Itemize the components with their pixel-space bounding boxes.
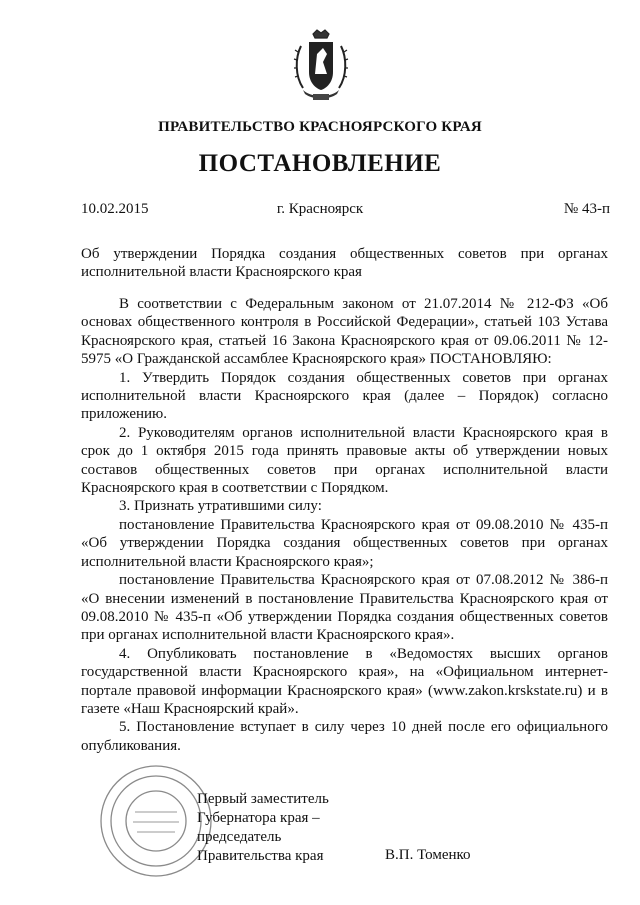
signatory-title: [197, 790, 329, 866]
document-number: № 43-п: [563, 201, 610, 217]
item-3-paragraph: 3. Признать утратившими силу:: [119, 498, 322, 515]
signatory-line: Правительства края: [197, 848, 324, 864]
signatory-line: председатель: [197, 829, 282, 845]
document-body: [81, 295, 608, 755]
document-date: 10.02.2015: [81, 201, 149, 217]
organization-title: ПРАВИТЕЛЬСТВО КРАСНОЯРСКОГО КРАЯ: [158, 119, 482, 135]
item-5-paragraph: 5. Постановление вступает в силу через 10 дней после его официального опубликования.: [81, 719, 608, 754]
signatory-line: Первый заместитель: [197, 791, 329, 807]
document-place: г. Красноярск: [276, 201, 364, 217]
repealed-act-2: постановление Правительства Красноярского края от 07.08.2012 № 386-п «О внесении изменений в постановление Правительства Красноярского края от 09.08.2010 № 435-п «Об утверждении Порядка создания общественных советов при органах исполнительной власти Красноярского края».: [81, 572, 608, 644]
coat-of-arms-icon: [293, 28, 349, 104]
repealed-act-1: постановление Правительства Красноярского края от 09.08.2010 № 435-п «Об утверждении Порядка создания общественных советов при органах исполнительной власти Красноярского края»;: [81, 516, 608, 570]
preamble-paragraph: В соответствии с Федеральным законом от 21.07.2014 № 212-ФЗ «Об основах общественного контроля в Российской Федерации», статьей 103 Устава Красноярского края, статьей 16 Закона Красноярского края от 09.06.2011 № 12-5975 «О Гражданской ассамблее Красноярского края» ПОСТАНОВЛЯЮ:: [81, 296, 608, 368]
item-4-paragraph: 4. Опубликовать постановление в «Ведомостях высших органов государственной власти Красноярского края», на «Официальном интернет-портале правовой информации Красноярского края» (www.zakon.krskstate.ru) и в газете «Наш Красноярский край».: [81, 645, 608, 717]
document-subject: Об утверждении Порядка создания общественных советов при органах исполнительной власти Красноярского края: [81, 246, 608, 280]
item-2-paragraph: 2. Руководителям органов исполнительной власти Красноярского края в срок до 1 октября 2015 года принять правовые акты об утверждении новых составов общественных советов при органах исполнительной власти Красноярского края в соответствии с Порядком.: [81, 424, 608, 497]
document-type-title: ПОСТАНОВЛЕНИЕ: [198, 150, 442, 177]
signatory-line: Губернатора края –: [197, 810, 320, 826]
signatory-name: В.П. Томенко: [385, 847, 471, 863]
item-1-paragraph: 1. Утвердить Порядок создания общественных советов при органах исполнительной власти Красноярского края (далее – Порядок) согласно приложению.: [81, 369, 608, 423]
